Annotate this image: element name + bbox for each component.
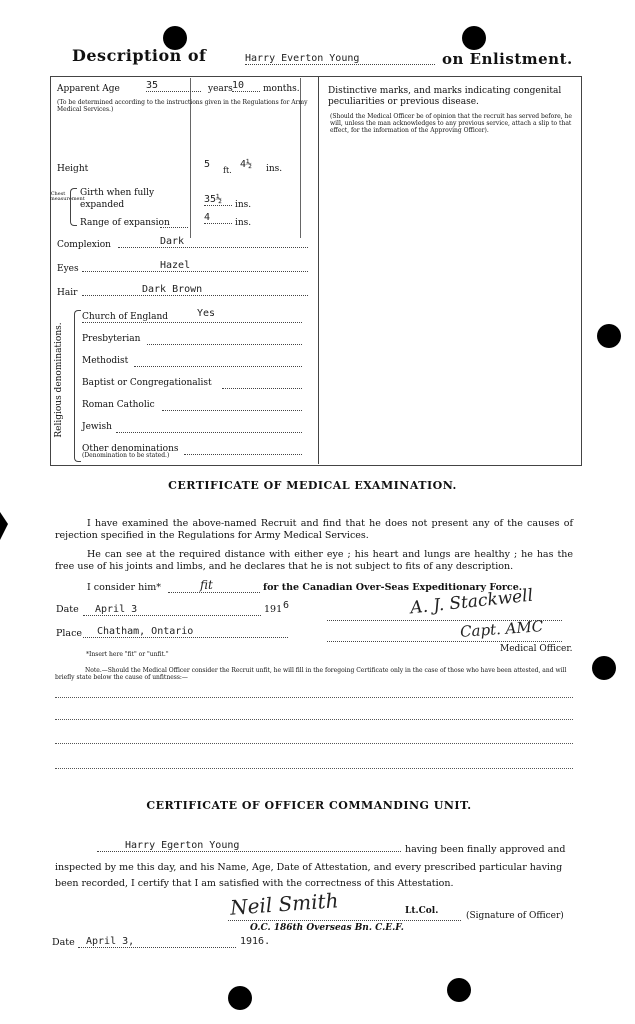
- religion-row: [82, 396, 302, 418]
- recruit-name: Harry Everton Young: [245, 53, 435, 65]
- eyes-label: Eyes: [57, 264, 79, 274]
- insert-note: *Insert here "fit" or "unfit.": [86, 651, 169, 658]
- hair-label: Hair: [57, 288, 78, 298]
- edge-mark: [0, 512, 8, 540]
- commanding-signature-line: [228, 920, 461, 921]
- medical-para-2: He can see at the required distance with either eye ; his heart and lungs are healthy ; he has the free use of his joints and limbs, and he declares that he is not subject to fits of any description.: [55, 549, 573, 572]
- complexion-value: Dark: [118, 236, 308, 248]
- religion-brace: [74, 310, 81, 462]
- expansion-unit: ins.: [235, 218, 252, 228]
- medical-year-prefix: 191: [264, 604, 283, 615]
- age-note: (To be determined according to the instructions given in the Regulations for Army Medical Services.): [57, 99, 308, 113]
- religion-title: Religious denominations.: [54, 322, 64, 438]
- religion-list: [82, 308, 302, 462]
- distinctive-marks-label: Distinctive marks, and marks indicating congenital peculiarities or previous disease.: [328, 86, 562, 107]
- commanding-signature-label: (Signature of Officer): [466, 911, 564, 921]
- religion-value: Yes: [197, 308, 216, 319]
- ft-label: ft.: [223, 166, 232, 175]
- medical-date-value: April 3: [83, 604, 261, 616]
- consider-value: fit: [168, 578, 260, 593]
- religion-label: Jewish: [82, 422, 112, 432]
- complexion-label: Complexion: [57, 240, 111, 250]
- unfit-note: Note.—Should the Medical Officer consider the Recruit unfit, he will fill in the foregoing Certificate only in the case of those who have been attested, and will briefly state below the cause of unfitness:—: [55, 667, 567, 681]
- medical-year-suffix: 6: [283, 600, 290, 611]
- column-divider: [318, 76, 319, 464]
- chest-label: Chest measurement: [50, 191, 85, 202]
- header-title-right: on Enlistment.: [442, 50, 573, 68]
- medical-certificate-title: CERTIFICATE OF MEDICAL EXAMINATION.: [168, 479, 457, 492]
- height-in-value: 4½: [240, 159, 253, 170]
- medical-officer-signature: A. J. Stackwell: [409, 585, 535, 619]
- religion-label: Other denominations: [82, 444, 179, 454]
- girth-value: 35½: [204, 194, 232, 206]
- punch-hole: [597, 324, 621, 348]
- apparent-age-label: Apparent Age: [57, 84, 120, 94]
- religion-label: Roman Catholic: [82, 400, 155, 410]
- months-label: months.: [263, 84, 300, 94]
- religion-label: Baptist or Congregationalist: [82, 378, 212, 388]
- expansion-label: Range of expansion: [80, 218, 170, 228]
- religion-label: Church of England: [82, 312, 169, 322]
- expansion-value: 4: [204, 212, 232, 224]
- height-ft-value: 5: [204, 159, 211, 170]
- girth-unit: ins.: [235, 200, 252, 210]
- punch-hole: [592, 656, 616, 680]
- years-label: years: [208, 84, 233, 94]
- commanding-text-3: been recorded, I certify that I am satisfied with the correctness of this Attestation.: [55, 878, 454, 889]
- age-months-value: 10: [232, 80, 260, 92]
- punch-hole: [462, 26, 486, 50]
- height-label: Height: [57, 164, 89, 174]
- header-title-left: Description of: [72, 46, 207, 65]
- medical-place-label: Place: [56, 628, 83, 639]
- unfitness-line: [55, 768, 573, 769]
- hair-value: Dark Brown: [82, 284, 308, 296]
- commanding-text-1: having been finally approved and: [405, 844, 566, 855]
- religion-row: [82, 374, 302, 396]
- punch-hole: [447, 978, 471, 1002]
- punch-hole: [228, 986, 252, 1010]
- medical-officer-label: Medical Officer.: [500, 644, 573, 654]
- commanding-unit-stamp: O.C. 186th Overseas Bn. C.E.F.: [250, 923, 404, 933]
- ins-label: ins.: [266, 164, 283, 174]
- religion-row: [82, 352, 302, 374]
- medical-para-1: I have examined the above-named Recruit and find that he does not present any of the causes of rejection specified in the Regulations for Army Medical Services.: [55, 518, 573, 541]
- religion-label: Methodist: [82, 356, 129, 366]
- commanding-text-2: inspected by me this day, and his Name, Age, Date of Attestation, and every prescribed particular having: [55, 862, 563, 873]
- religion-row: [82, 308, 302, 330]
- chest-brace: [70, 188, 77, 226]
- girth-label: Girth when fully expanded: [80, 188, 155, 210]
- medical-date-label: Date: [56, 604, 79, 615]
- commanding-date-label: Date: [52, 937, 75, 948]
- commanding-officer-signature: Neil Smith: [229, 888, 340, 920]
- medical-officer-rank: Capt. AMC: [459, 617, 544, 641]
- unfitness-line: [55, 743, 573, 744]
- commanding-certificate-title: CERTIFICATE OF OFFICER COMMANDING UNIT.: [146, 799, 472, 812]
- expansion-dots: [160, 227, 188, 228]
- commanding-recruit-name: Harry Egerton Young: [97, 840, 401, 852]
- distinctive-marks-note: (Should the Medical Officer be of opinion that the recruit has served before, he will, unless the man acknowledges to any previous service, attach a slip to that effect, for the information of the Approving Officer).: [330, 113, 572, 134]
- denomination-note: (Denomination to be stated.): [82, 452, 170, 459]
- commanding-date-value: April 3,: [78, 936, 236, 948]
- age-years-value: 35: [146, 80, 201, 92]
- unfitness-line: [55, 697, 573, 698]
- commanding-year-value: 1916.: [240, 936, 271, 947]
- religion-row: [82, 418, 302, 440]
- medical-rank-line: [327, 641, 562, 642]
- commanding-officer-rank: Lt.Col.: [405, 906, 439, 916]
- force-label: for the Canadian Over-Seas Expeditionary Force.: [263, 582, 523, 593]
- unfitness-line: [55, 719, 573, 720]
- religion-row: [82, 330, 302, 352]
- religion-label: Presbyterian: [82, 334, 141, 344]
- eyes-value: Hazel: [82, 260, 308, 272]
- medical-place-value: Chatham, Ontario: [83, 626, 288, 638]
- consider-label: I consider him*: [87, 582, 162, 593]
